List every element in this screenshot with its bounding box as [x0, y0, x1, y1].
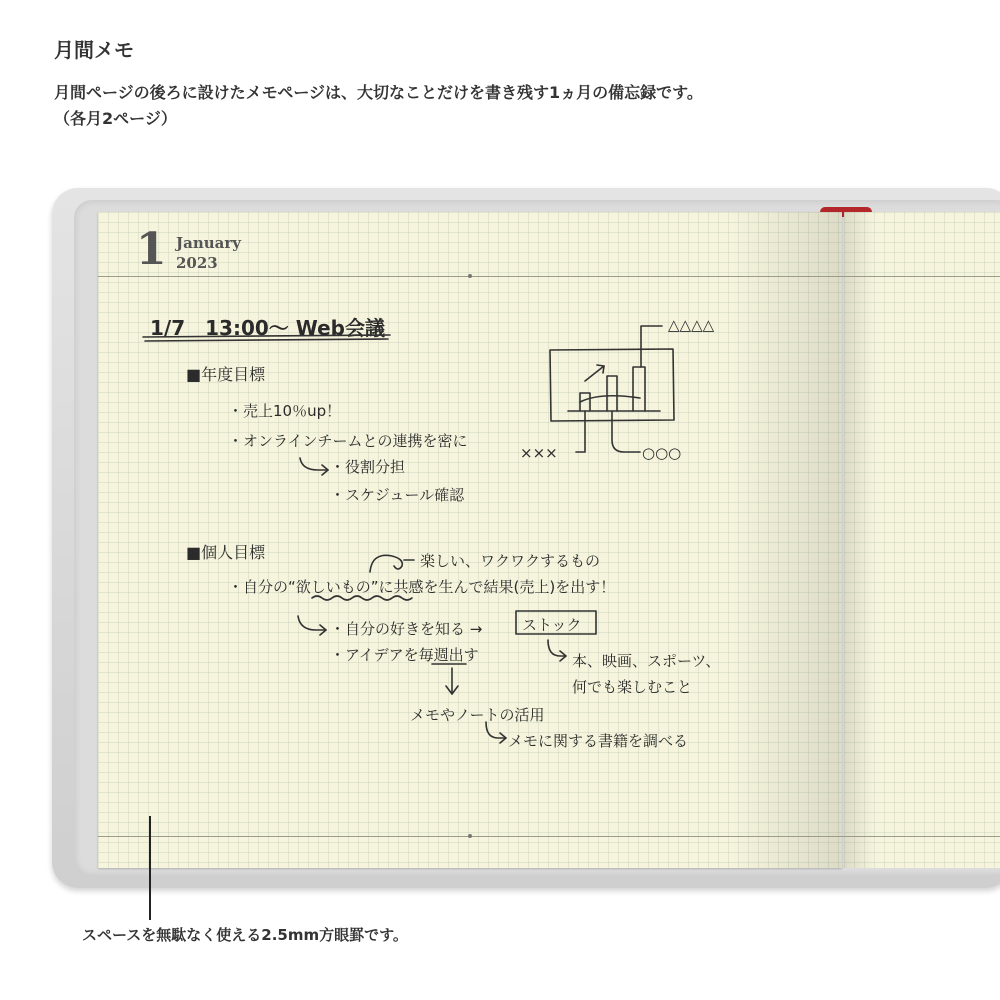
- personal-goal-1: ・自分の“欲しいもの”に共感を生んで結果(売上)を出す！: [228, 578, 616, 596]
- stock-detail-2: 何でも楽しむこと: [572, 678, 693, 696]
- memo-usage-note: メモやノートの活用: [410, 706, 545, 724]
- annual-goal-1: ・売上10％up！: [228, 402, 342, 420]
- bubble-note: 楽しい、ワクワクするもの: [420, 552, 601, 570]
- stock-detail-1: 本、映画、スポーツ、: [572, 652, 721, 670]
- chart-label-bottom: ○○○: [642, 444, 682, 462]
- annual-subgoal-1: ・役割分担: [330, 458, 406, 476]
- section-title-personal-goals: ■個人目標: [186, 543, 266, 562]
- month-name: January: [176, 234, 241, 252]
- pointer-line: [149, 816, 151, 920]
- month-year: 2023: [176, 254, 218, 272]
- chart-label-left: ×××: [520, 444, 558, 462]
- grid-caption: スペースを無駄なく使える2.5mm方眼罫です。: [82, 926, 408, 944]
- annual-goal-2: ・オンラインチームとの連携を密に: [228, 432, 468, 450]
- stock-box-label: ストック: [522, 616, 582, 634]
- personal-subgoal-2: ・アイデアを毎週出す: [330, 646, 479, 664]
- description-line-2: （各月2ページ）: [54, 109, 177, 128]
- description-line-1: 月間ページの後ろに設けたメモページは、大切なことだけを書き残す1ヵ月の備忘録です。: [54, 83, 703, 102]
- annual-subgoal-2: ・スケジュール確認: [330, 486, 465, 504]
- personal-subgoal-1: ・自分の好きを知る →: [330, 620, 483, 638]
- chart-label-top: △△△△: [668, 316, 715, 334]
- note-heading: 1/7 13:00～ Web会議: [150, 316, 385, 340]
- month-number: 1: [136, 224, 167, 275]
- page-title: 月間メモ: [54, 38, 134, 62]
- section-title-annual-goals: ■年度目標: [186, 365, 266, 384]
- memo-research-note: メモに関する書籍を調べる: [508, 732, 689, 750]
